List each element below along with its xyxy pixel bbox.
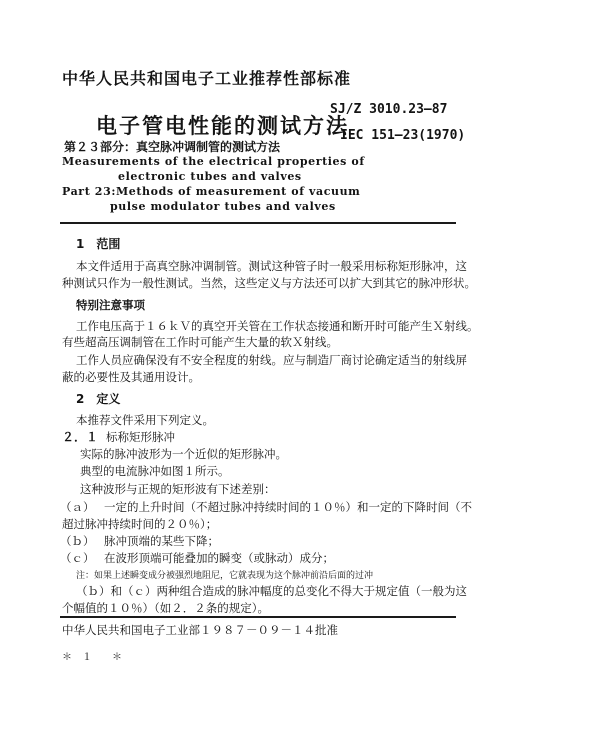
english-part-line-1: Part 23:Methods of measurement of vacuum [62, 185, 361, 198]
footnote: 注：如果上述瞬变成分被强烈地阻尼，它就表现为这个脉冲前沿后面的过冲 [76, 571, 374, 581]
english-title-line-1: Measurements of the electrical properties of [62, 155, 365, 168]
subsection-2-1-number: ２．１ [62, 430, 99, 444]
definition-line-1: 实际的脉冲波形为一个近似的矩形脉冲。 [80, 447, 287, 461]
english-title-line-2: electronic tubes and valves [118, 170, 302, 183]
page-number: ＊ １ ＊ [62, 652, 122, 663]
definition-line-3: 这种波形与正规的矩形波有下述差别： [80, 482, 276, 496]
section-1-para-3-line-2: 蔽的必要性及其通用设计。 [62, 370, 200, 384]
doc-title: 电子管电性能的测试方法 [96, 114, 349, 138]
item-b-label: （ｂ） [60, 534, 95, 548]
org-title: 中华人民共和国电子工业推荐性部标准 [62, 69, 352, 88]
item-a-label: （ａ） [60, 500, 95, 514]
english-part-line-2: pulse modulator tubes and valves [110, 200, 336, 213]
approval-line: 中华人民共和国电子工业部１９８７－０９－１４批准 [62, 623, 338, 637]
item-c-label: （ｃ） [60, 551, 95, 565]
item-b-text: 脉冲顶端的某些下降； [104, 534, 219, 548]
section-2-heading: 2 定义 [76, 392, 121, 406]
section-1-para-1-line-1: 本文件适用于高真空脉冲调制管。测试这种管子时一般采用标称矩形脉冲，这 [76, 259, 467, 273]
special-note-heading: 特别注意事项 [76, 298, 145, 312]
section-1-para-1-line-2: 种测试只作为一般性测试。当然，这些定义与方法还可以扩大到其它的脉冲形状。 [62, 276, 476, 290]
footer-divider [60, 616, 456, 618]
header-divider [60, 222, 456, 224]
subsection-2-1-title: 标称矩形脉冲 [106, 430, 175, 444]
definition-line-2: 典型的电流脉冲如图１所示。 [80, 464, 230, 478]
item-a-line-1: 一定的上升时间（不超过脉冲持续时间的１０％）和一定的下降时间（不 [104, 500, 472, 514]
section-1-para-3-line-1: 工作人员应确保没有不安全程度的射线。应与制造厂商讨论确定适当的射线屏 [76, 353, 467, 367]
standard-code: SJ/Z 3010.23—87 [330, 102, 448, 117]
section-2-intro: 本推荐文件采用下列定义。 [76, 413, 214, 427]
summary-para-line-2: 个幅值的１０％）（如２．２条的规定）。 [62, 601, 269, 615]
item-a-line-2: 超过脉冲持续时间的２０％）； [62, 517, 218, 531]
summary-para-line-1: （ｂ）和（ｃ）两种组合造成的脉冲幅度的总变化不得大于规定值（一般为这 [76, 584, 467, 598]
item-c-text: 在波形顶端可能叠加的瞬变（或脉动）成分； [104, 551, 334, 565]
part-title-cn: 第２３部分：真空脉冲调制管的测试方法 [64, 140, 281, 154]
iec-code: IEC 151—23(1970) [340, 128, 466, 143]
section-1-heading: 1 范围 [76, 237, 121, 251]
section-1-para-2-line-1: 工作电压高于１６ｋＶ的真空开关管在工作状态接通和断开时可能产生Ｘ射线。 [76, 319, 479, 333]
section-1-para-2-line-2: 有些超高压调制管在工作时可能产生大量的软Ｘ射线。 [62, 335, 338, 349]
